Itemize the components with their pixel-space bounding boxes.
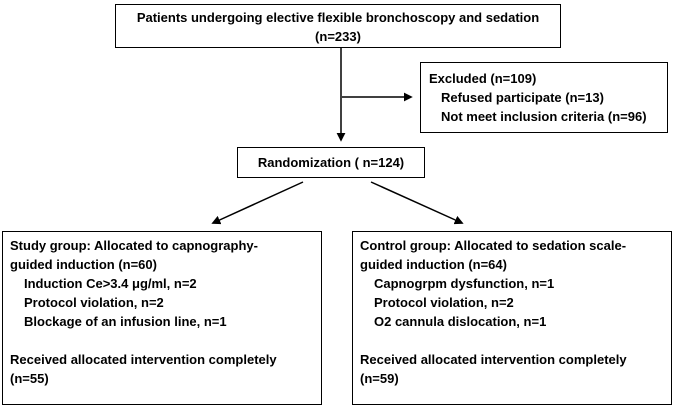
enrollment-box [115, 4, 561, 48]
control-item-protocol: Protocol violation, n=2 [374, 295, 514, 310]
control-spacer [360, 331, 665, 350]
control-footer-line1: Received allocated intervention completely [360, 352, 627, 367]
control-title-line2: guided induction (n=64) [360, 257, 507, 272]
randomization-label: Randomization ( n=124) [257, 155, 405, 170]
study-footer-count: (n=55) [10, 371, 49, 386]
study-footer-line1: Received allocated intervention completely [10, 352, 277, 367]
excluded-item-refused: Refused participate (n=13) [441, 90, 604, 105]
enrollment-text-line1: Patients undergoing elective flexible bronchoscopy and sedation [136, 10, 540, 25]
enrollment-count: (n=233) [315, 29, 361, 44]
study-title-line1: Study group: Allocated to capnography- [10, 238, 258, 253]
arrow-randomization-to-control-icon [371, 182, 462, 223]
arrow-randomization-to-study-icon [213, 182, 303, 223]
excluded-title: Excluded (n=109) [429, 71, 537, 86]
study-item-induction: Induction Ce>3.4 μg/ml, n=2 [24, 276, 197, 291]
study-group-box [2, 231, 322, 405]
study-item-protocol: Protocol violation, n=2 [24, 295, 164, 310]
study-item-blockage: Blockage of an infusion line, n=1 [24, 314, 227, 329]
control-group-box [352, 231, 672, 405]
study-spacer [10, 331, 315, 350]
control-item-cannula: O2 cannula dislocation, n=1 [374, 314, 547, 329]
excluded-item-inclusion: Not meet inclusion criteria (n=96) [441, 109, 647, 124]
control-footer-count: (n=59) [360, 371, 399, 386]
study-title-line2: guided induction (n=60) [10, 257, 157, 272]
control-title-line1: Control group: Allocated to sedation scale- [360, 238, 627, 253]
randomization-box [237, 147, 425, 178]
control-item-capnogram: Capnogrpm dysfunction, n=1 [374, 276, 555, 291]
excluded-box [420, 62, 668, 133]
